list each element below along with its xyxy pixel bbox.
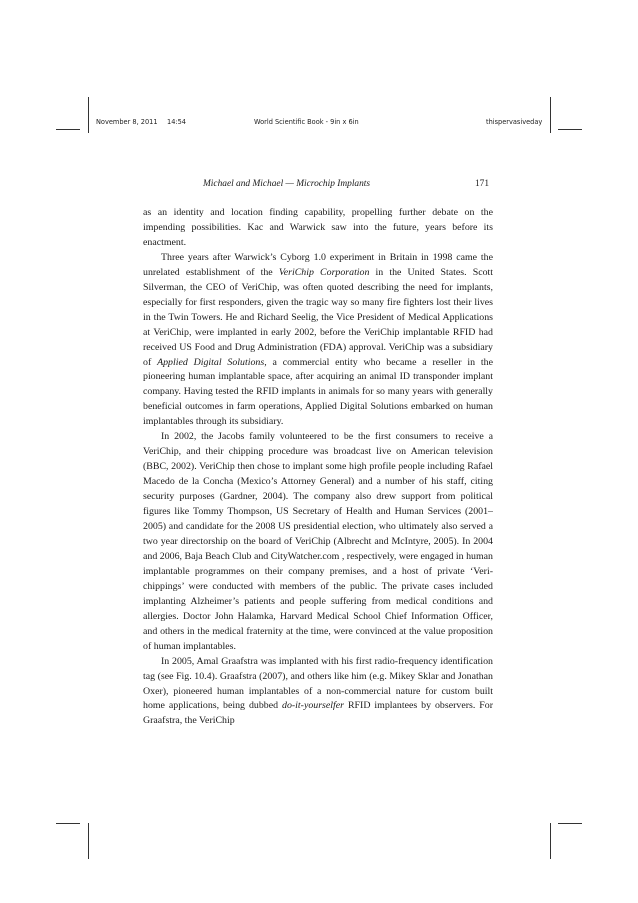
paragraph: [143, 251, 493, 430]
page-number: 171: [474, 179, 489, 189]
paragraph: [143, 206, 493, 251]
paragraph-text: in the United States. Scott Silverman, the CEO of VeriChip, was often quoted describing the need for implants, especially for first responders, given the tragic way so many fire fighters lost their lives in the Twin Towers. He and Richard Seelig, the Vice President of Medical Applications at VeriChip, were implanted in early 2002, before the VeriChip implantable RFID had received US Food and Drug Administration (FDA) approval. VeriChip was a subsidiary of: [143, 266, 494, 368]
term-italic: do-it-yourselfer: [282, 700, 344, 712]
running-head-file: thispervasiveday: [486, 118, 543, 126]
page-header-title: Michael and Michael — Microchip Implants: [203, 179, 371, 189]
running-head-book: World Scientific Book - 9in x 6in: [254, 118, 359, 126]
crop-mark-top-right-vertical: [550, 97, 551, 133]
page-header: [143, 179, 493, 191]
body-text: [143, 206, 493, 729]
paragraph-text: , a commercial entity who became a reseller in the pioneering human implantable space, after acquiring an animal ID transponder implant company. Having tested the RFID implants in animals for so many years with generally beneficial outcomes in farm operations, Applied Digital Solutions embarked on human implantables through its subsidiary.: [143, 356, 493, 428]
running-head-date: November 8, 2011: [96, 118, 158, 126]
paragraph: [143, 655, 493, 730]
paragraph-text: as an identity and location finding capability, propelling further debate on the impending possibilities. Kac and Warwick saw into the future, years before its enactment.: [143, 207, 493, 248]
crop-mark-top-left-vertical: [88, 97, 89, 133]
paragraph-text: Three years after Warwick’s Cyborg 1.0 experiment in Britain in 1998 came the unrelated establishment of the: [143, 251, 493, 278]
paragraph-text: In 2002, the Jacobs family volunteered to be the first consumers to receive a VeriChip, and their chipping procedure was broadcast live on American television (BBC, 2002). VeriChip then chose to implant some high profile people including Rafael Macedo de la Concha (Mexico’s Attorney General) and a number of his staff, citing security purposes (Gardner, 2004). The company also drew support from political figures like Tommy Thompson, US Secretary of Health and Human Services (2001–2005) and candidate for the 2008 US presidential election, who ultimately also served a two year directorship on the board of VeriChip (Albrecht and McIntyre, 2005). In 2004 and 2006, Baja Beach Club and CityWatcher.com , respectively, were engaged in human implantable programmes on their company premises, and a host of private ‘Veri-chippings’ were conducted with members of the public. The private cases included implanting Alzheimer’s patients and people suffering from medical conditions and allergies. Doctor John Halamka, Harvard Medical School Chief Information Officer, and others in the medical fraternity at the time, were convinced at the value proposition of human implantables.: [143, 431, 493, 652]
crop-mark-top-right-horizontal: [558, 129, 582, 130]
crop-mark-bottom-right-horizontal: [558, 823, 582, 824]
paragraph-text: In 2005, Amal Graafstra was implanted with his first radio-frequency identification tag (see Fig. 10.4). Graafstra (2007), and others like him (e.g. Mikey Sklar and Jonathan Oxer), pioneered human implantables of a non-commercial nature for custom built home applications, being dubbed: [143, 655, 493, 712]
crop-mark-bottom-right-vertical: [550, 823, 551, 859]
paragraph-text: RFID implantees by observers. For Graafstra, the VeriChip: [143, 700, 493, 727]
crop-mark-top-left-horizontal: [56, 129, 80, 130]
company-name-italic: VeriChip Corporation: [278, 266, 370, 278]
crop-mark-bottom-left-vertical: [88, 823, 89, 859]
company-name-italic: Applied Digital Solutions: [157, 356, 265, 368]
crop-mark-bottom-left-horizontal: [56, 823, 80, 824]
paragraph: [143, 430, 493, 654]
running-head-time: 14:54: [167, 118, 187, 126]
